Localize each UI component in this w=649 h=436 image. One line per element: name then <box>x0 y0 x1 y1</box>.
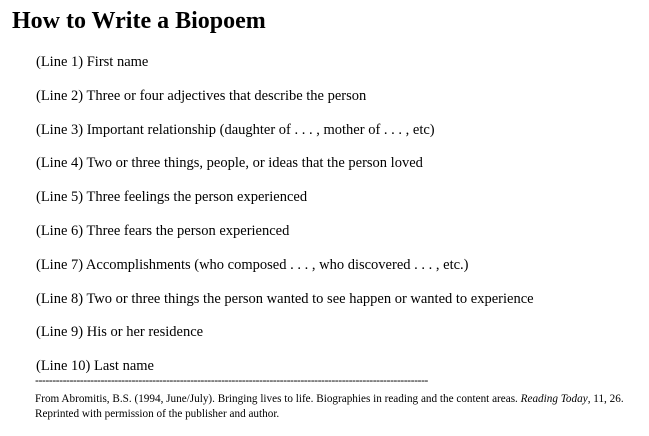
citation-text-before: From Abromitis, B.S. (1994, June/July). Bringing lives to life. Biographies in reading and the content areas. <box>35 393 521 405</box>
biopoem-line-list <box>36 53 534 391</box>
dashed-divider: ------------------------------------------------------------------------------------------------------------------ <box>35 373 428 387</box>
citation <box>35 392 635 422</box>
line-3: (Line 3) Important relationship (daughter of . . . , mother of . . . , etc) <box>36 121 435 138</box>
line-9: (Line 9) His or her residence <box>36 324 204 341</box>
line-7: (Line 7) Accomplishments (who composed . . . , who discovered . . . , etc.) <box>36 256 469 273</box>
line-5: (Line 5) Three feelings the person experienced <box>36 189 308 206</box>
line-2: (Line 2) Three or four adjectives that describe the person <box>36 87 367 104</box>
citation-journal: Reading Today <box>520 393 588 405</box>
page-title: How to Write a Biopoem <box>12 8 266 34</box>
line-6: (Line 6) Three fears the person experienced <box>36 222 290 239</box>
line-8: (Line 8) Two or three things the person wanted to see happen or wanted to experience <box>36 290 534 307</box>
line-1: (Line 1) First name <box>36 54 149 70</box>
line-4: (Line 4) Two or three things, people, or ideas that the person loved <box>36 155 423 172</box>
citation-text-after: , 11, 26. Reprinted with permission of the publisher and author. <box>35 393 624 420</box>
line-10: (Line 10) Last name <box>36 358 154 375</box>
